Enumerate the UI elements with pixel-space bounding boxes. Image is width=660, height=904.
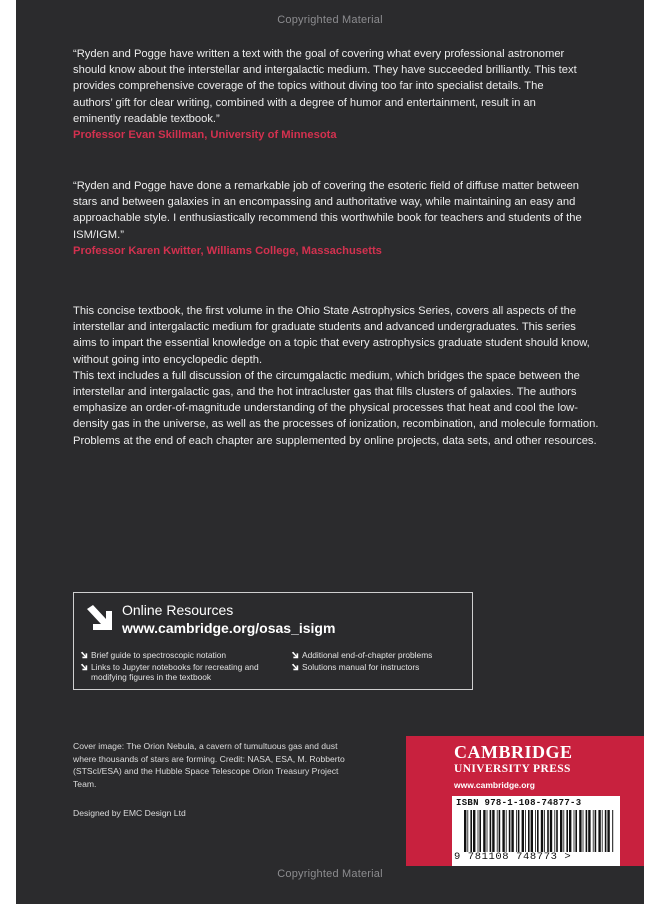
barcode: [452, 796, 620, 866]
barcode-bar: [537, 810, 539, 852]
barcode-bar: [586, 810, 588, 852]
resource-item: [80, 650, 285, 660]
barcode-bar: [579, 810, 581, 852]
barcode-bar: [588, 810, 590, 852]
book-description: [73, 303, 601, 449]
barcode-bar: [541, 810, 543, 852]
watermark-top: Copyrighted Material: [277, 14, 383, 26]
barcode-bar: [583, 810, 584, 852]
barcode-bar: [525, 810, 526, 852]
endorsement-quote: “Ryden and Pogge have written a text with the goal of covering what every professional astronomer should know about the interstellar and intergalactic medium. They have succeeded brilliantly. This text provides comprehensive coverage of the topics without diving too far into specialist details. The authors’ gift for clear writing, combined with a degree of humor and entertainment, result in an eminently readable textbook.”: [73, 48, 577, 125]
barcode-bar: [487, 810, 488, 852]
barcode-bar: [473, 810, 475, 852]
arrow-icon: [291, 663, 299, 671]
designer-credit: Designed by EMC Design Ltd: [73, 808, 186, 818]
barcode-bar: [544, 810, 545, 852]
barcode-bar: [506, 810, 507, 852]
publisher-url[interactable]: www.cambridge.org: [454, 780, 535, 790]
publisher-block: [406, 736, 644, 866]
barcode-bar: [612, 810, 613, 852]
barcode-bar: [492, 810, 494, 852]
barcode-bar: [556, 810, 558, 852]
barcode-bar: [602, 810, 603, 852]
barcode-bar: [502, 810, 504, 852]
barcode-bar: [509, 810, 511, 852]
barcode-bar: [470, 810, 472, 852]
barcode-bar: [593, 810, 594, 852]
endorsement-2: [73, 178, 585, 259]
barcode-bar: [563, 810, 564, 852]
barcode-bar: [497, 810, 498, 852]
barcode-bar: [516, 810, 517, 852]
description-paragraph: This concise textbook, the first volume in the Ohio State Astrophysics Series, covers all aspects of the interstellar and intergalactic medium for graduate students and advanced undergraduates. This series aims to impart the essential knowledge on a topic that every astrophysics graduate student should know, without going into encyclopedic depth.: [73, 305, 590, 366]
arrow-icon: [80, 663, 88, 671]
barcode-bar: [547, 810, 549, 852]
barcode-bar: [554, 810, 555, 852]
barcode-digits: 9 781108 748773 >: [454, 851, 572, 863]
resource-item-label: Brief guide to spectroscopic notation: [91, 650, 227, 660]
barcode-bar: [550, 810, 552, 852]
publisher-press: UNIVERSITY PRESS: [454, 763, 571, 775]
resource-item: [291, 650, 471, 660]
barcode-bar: [531, 810, 533, 852]
barcode-bar: [605, 810, 607, 852]
barcode-bar: [478, 810, 479, 852]
barcode-bar: [560, 810, 562, 852]
barcode-bar: [574, 810, 575, 852]
cover-image-credit: Cover image: The Orion Nebula, a cavern of tumultuous gas and dust where thousands of stars are forming. Credit: NASA, ESA, M. Robberto (STScI/ESA) and the Hubble Space Telescope Orion Treasury Project Team.: [73, 741, 345, 789]
publisher-name: CAMBRIDGE: [454, 742, 573, 762]
endorsement-quote: “Ryden and Pogge have done a remarkable job of covering the esoteric field of diffuse matter between stars and between galaxies in an encompassing and authoritative way, while maintaining an easy and approachable style. I enthusiastically recommend this worthwhile book for teachers and students of the ISM/IGM.”: [73, 180, 582, 241]
barcode-bar: [511, 810, 513, 852]
resource-item: [291, 662, 471, 672]
barcode-bar: [522, 810, 524, 852]
arrow-icon: [84, 602, 114, 632]
description-paragraph: This text includes a full discussion of the circumgalactic medium, which bridges the space between the interstellar and intergalactic gas, and the hot intracluster gas that fills clusters of galaxies. The authors emphasize an order-of-magnitude understanding of the physical processes that heat and cool the low-density gas in the universe, as well as the processes of ionization, recombination, and molecule formation. Problems at the end of each chapter are supplemented by online projects, data sets, and other resources.: [73, 369, 599, 447]
resource-item-label: Links to Jupyter notebooks for recreating and modifying figures in the textbook: [91, 662, 259, 682]
online-resources-title: Online Resources: [122, 602, 234, 618]
barcode-bar: [499, 810, 501, 852]
watermark-bottom: Copyrighted Material: [277, 868, 383, 880]
isbn-label: ISBN 978-1-108-74877-3: [456, 798, 582, 808]
barcode-bar: [566, 810, 568, 852]
barcode-bar: [483, 810, 485, 852]
barcode-bar: [518, 810, 520, 852]
barcode-bar: [467, 810, 468, 852]
barcode-bar: [479, 810, 481, 852]
resource-item-label: Additional end-of-chapter problems: [302, 650, 433, 660]
barcode-bar: [575, 810, 577, 852]
back-cover: [16, 0, 644, 904]
endorsement-1: [73, 46, 585, 143]
arrow-icon: [291, 651, 299, 659]
barcode-bar: [528, 810, 530, 852]
barcode-bar: [535, 810, 536, 852]
barcode-bar: [569, 810, 571, 852]
barcode-bar: [607, 810, 609, 852]
barcode-bar: [490, 810, 492, 852]
online-resources-box: [73, 592, 473, 690]
endorsement-attribution: Professor Karen Kwitter, Williams College, Massachusetts: [73, 244, 382, 257]
barcode-bar: [598, 810, 600, 852]
barcode-bar: [464, 810, 466, 852]
resource-item-label: Solutions manual for instructors: [302, 662, 420, 672]
online-resources-url[interactable]: www.cambridge.org/osas_isigm: [122, 620, 336, 636]
barcode-bar: [595, 810, 597, 852]
resource-item: [80, 662, 285, 682]
arrow-icon: [80, 651, 88, 659]
endorsement-attribution: Professor Evan Skillman, University of Minnesota: [73, 129, 337, 142]
barcode-bars: [464, 810, 614, 852]
